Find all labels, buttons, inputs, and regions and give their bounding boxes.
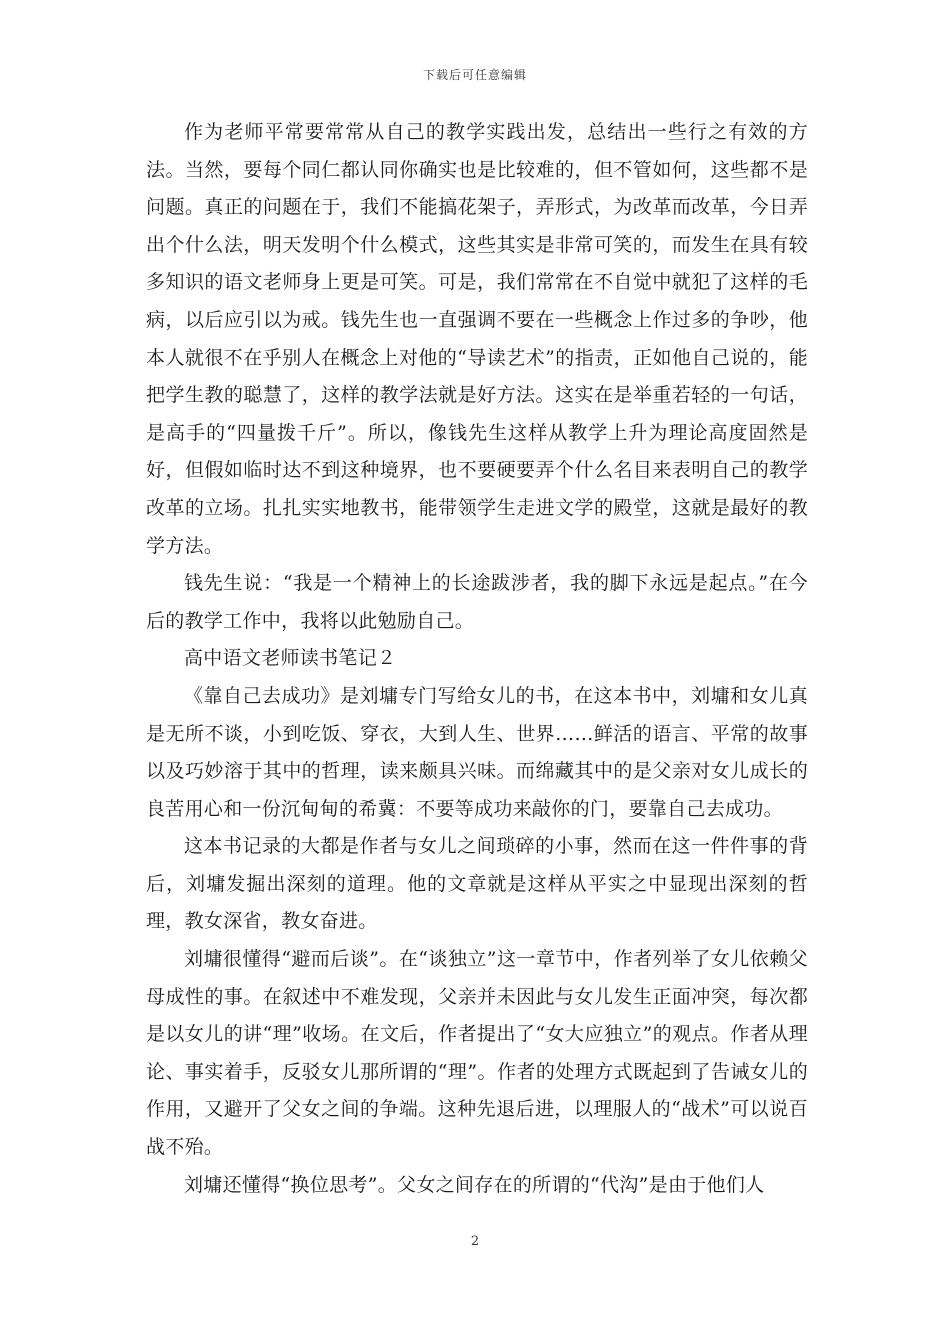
section-title: 高中语文老师读书笔记２ bbox=[184, 647, 397, 670]
document-body bbox=[146, 114, 808, 1204]
paragraph: 刘墉很懂得“避而后谈”。在“谈独立”这一章节中，作者列举了女儿依赖父母成性的事。在叙述中不难发现，父亲并未因此与女儿发生正面冲突，每次都是以女儿的讲“理”收场。在文后，作者提出了“女大应独立”的观点。作者从理论、事实着手，反驳女儿那所谓的“理”。作者的处理方式既起到了告诫女儿的作用，又避开了父女之间的争端。这种先退后进，以理服人的“战术”可以说百战不殆。 bbox=[146, 948, 808, 1159]
page-number: 2 bbox=[470, 1234, 480, 1249]
paragraph: 这本书记录的大都是作者与女儿之间琐碎的小事，然而在这一件件事的背后，刘墉发掘出深刻的道理。他的文章就是这样从平实之中显现出深刻的哲理，教女深省，教女奋进。 bbox=[146, 835, 808, 933]
paragraph: 钱先生说：“我是一个精神上的长途跋涉者，我的脚下永远是起点。”在今后的教学工作中，我将以此勉励自己。 bbox=[146, 572, 808, 632]
paragraph: 刘墉还懂得“换位思考”。父女之间存在的所谓的“代沟”是由于他们人 bbox=[184, 1173, 765, 1196]
paragraph: 作为老师平常要常常从自己的教学实践出发，总结出一些行之有效的方法。当然，要每个同仁都认同你确实也是比较难的，但不管如何，这些都不是问题。真正的问题在于，我们不能搞花架子，弄形式，为改革而改革，今日弄出个什么法，明天发明个什么模式，这些其实是非常可笑的，而发生在具有较多知识的语文老师身上更是可笑。可是，我们常常在不自觉中就犯了这样的毛病，以后应引以为戒。钱先生也一直强调不要在一些概念上作过多的争吵，他本人就很不在乎别人在概念上对他的“导读艺术”的指责，正如他自己说的，能把学生教的聪慧了，这样的教学法就是好方法。这实在是举重若轻的一句话，是高手的“四量拨千斤”。所以，像钱先生这样从教学上升为理论高度固然是好，但假如临时达不到这种境界，也不要硬要弄个什么名目来表明自己的教学改革的立场。扎扎实实地教书，能带领学生走进文学的殿堂，这就是最好的教学方法。 bbox=[146, 121, 808, 557]
paragraph: 《靠自己去成功》是刘墉专门写给女儿的书，在这本书中，刘墉和女儿真是无所不谈，小到吃饭、穿衣，大到人生、世界……鲜活的语言、平常的故事以及巧妙溶于其中的哲理，读来颇具兴味。而绵藏其中的是父亲对女儿成长的良苦用心和一份沉甸甸的希冀：不要等成功来敲你的门，要靠自己去成功。 bbox=[146, 684, 808, 820]
page-header: 下载后可任意编辑 bbox=[422, 68, 527, 82]
